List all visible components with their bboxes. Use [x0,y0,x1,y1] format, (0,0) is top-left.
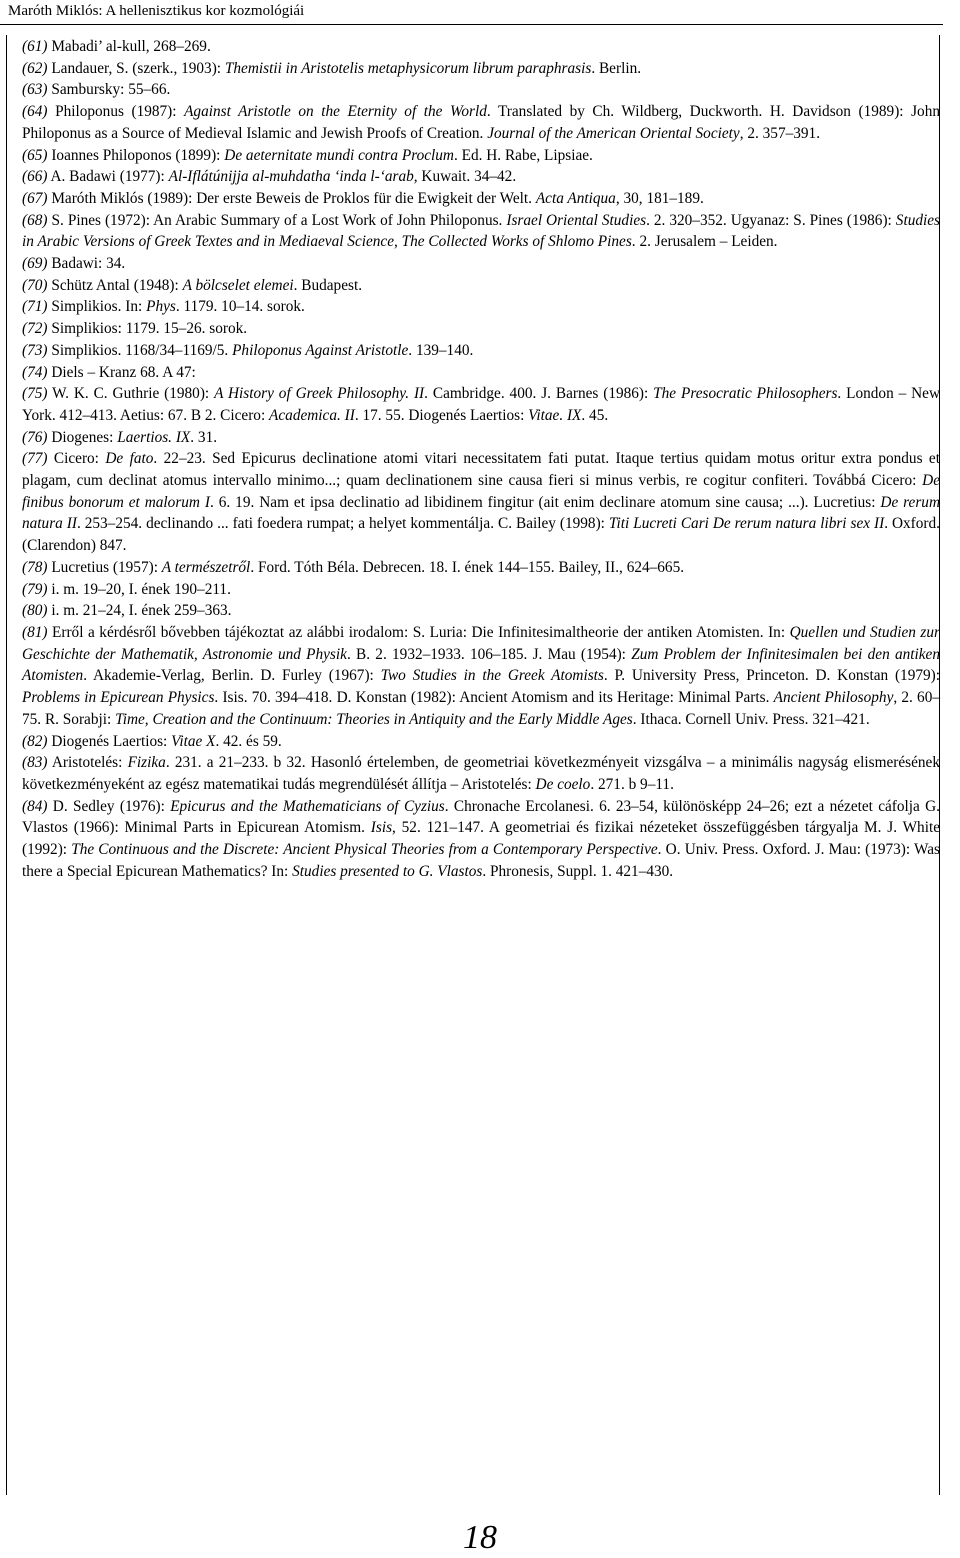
endnote [22,166,940,188]
endnote-italic-text: Academica. II [269,406,355,424]
endnote-text: . B. 2. 1932–1933. 106–185. J. Mau (1954): [346,645,632,663]
endnote-text: , 52. 121–147. A geometriai és fizikai nézeteket összefüggésben tárgyalja M. J. White (1992): [22,819,940,859]
endnote-text: Cicero: [47,450,106,468]
endnote-text: Erről a kérdésről bővebben tájékoztat az alábbi irodalom: S. Luria: Die Infinitesimaltheorie der antiken Atomisten. In: [47,623,790,641]
endnote-number: (80) [22,602,48,620]
endnote-text: , 2. 60–75. R. Sorabji: [22,689,941,728]
endnote [22,101,940,144]
endnote-text: i. m. 21–24, I. ének 259–363. [47,602,232,620]
endnote-number: (77) [22,450,48,468]
endnote-number: (64) [22,103,48,121]
endnote-number: (76) [22,428,48,446]
endnote-italic-text: A természetről [161,558,251,576]
endnote-italic-text: Themistii in Aristotelis metaphysicorum librum paraphrasis [224,59,592,77]
endnote-number: (75) [22,385,48,403]
endnote-text: . Cambridge. 400. J. Barnes (1986): [424,385,654,403]
endnote-text: . 17. 55. Diogenés Laertios: [354,406,529,424]
endnote-italic-text: Vitae X [171,732,216,750]
endnote-number: (74) [22,363,48,381]
endnote-text: S. Pines (1972): An Arabic Summary of a Lost Work of John Philoponus. [47,211,507,229]
endnote-text: Philoponus (1987): [47,103,185,121]
endnote-number: (71) [22,298,48,316]
endnote [22,427,940,449]
endnote [22,796,940,883]
endnote-italic-text: De fato [105,450,154,468]
endnote [22,362,940,384]
endnote-number: (66) [22,168,48,186]
endnote-text: Simplikios. 1168/34–1169/5. [47,341,233,359]
endnote-text: . 271. b 9–11. [590,775,674,793]
endnote-text: W. K. C. Guthrie (1980): [47,385,215,403]
endnote-italic-text: A bölcselet elemei [182,276,294,294]
endnote-text: Aristotelés: [47,754,128,772]
endnote-italic-text: Against Aristotle on the Eternity of the World [184,103,487,121]
endnote [22,275,940,297]
endnote-number: (68) [22,211,48,229]
endnote-text: . Translated by Ch. Wildberg, Duckworth. H. Davidson (1989): John Philoponus as a Source of Medieval Islamic and Jewish Proofs of Creation. [22,103,940,142]
endnote-text: Simplikios: 1179. 15–26. sorok. [47,320,248,338]
endnote-italic-text: Epicurus and the Mathematicians of Cyzius [170,797,445,815]
endnote-number: (67) [22,189,48,207]
endnote-text: , 30, 181–189. [615,189,704,207]
endnote-number: (79) [22,580,48,598]
page-number: 18 [463,1519,497,1556]
endnote [22,79,940,101]
endnote [22,145,940,167]
endnote-text: . Ithaca. Cornell Univ. Press. 321–421. [632,710,870,728]
endnote-italic-text: The Continuous and the Discrete: Ancient Physical Theories from a Contemporary Perspective [71,841,658,859]
endnote-text: Badawi: 34. [47,255,126,273]
endnote-number: (65) [22,146,48,164]
endnote-text: . Berlin. [591,59,642,77]
endnote-italic-text: Israel Oriental Studies [506,211,647,229]
endnote-text: . Phronesis, Suppl. 1. 421–430. [482,862,674,880]
endnote-text: . 42. és 59. [215,732,282,750]
endnote-text: Landauer, S. (szerk., 1903): [47,59,225,77]
endnote-italic-text: Titi Lucreti Cari De rerum natura libri sex II [608,515,885,533]
endnote [22,253,940,275]
endnote-text: . P. University Press, Princeton. D. Konstan (1979): [603,667,940,685]
endnote-italic-text: Isis [370,819,393,837]
endnote-italic-text: Al-Iflátúnijja al-muhdatha ‘inda l-‘arab, [168,168,418,186]
endnote-number: (73) [22,341,48,359]
endnote-text: Mabadi’ al-kull, 268–269. [47,38,211,55]
endnote [22,318,940,340]
endnote-italic-text: Time, Creation and the Continuum: Theories in Antiquity and the Early Middle Ages [115,710,633,728]
endnote-number: (82) [22,732,48,750]
endnote-number: (78) [22,558,48,576]
endnote [22,296,940,318]
endnote-italic-text: Two Studies in the Greek Atomists [380,667,604,685]
endnote-text: . Akademie-Verlag, Berlin. D. Furley (1967): [83,667,381,685]
endnote [22,188,940,210]
endnote [22,210,940,253]
endnote-text: . Ed. H. Rabe, Lipsiae. [453,146,593,164]
endnote-italic-text: Philoponus Against Aristotle [232,341,409,359]
endnote-italic-text: De rerum natura II [22,493,940,533]
endnote-text: D. Sedley (1976): [47,797,171,815]
endnote [22,383,940,426]
endnote-number: (81) [22,623,48,641]
endnote-number: (72) [22,320,48,338]
endnote-text: . Oxford. (Clarendon) 847. [22,515,940,555]
endnote-italic-text: A History of Greek Philosophy. II [214,385,425,403]
endnote-italic-text: Problems in Epicurean Physics [22,689,215,707]
endnote-text: . Isis. 70. 394–418. D. Konstan (1982): Ancient Atomism and its Heritage: Minimal Parts. [214,689,774,707]
endnote-italic-text: Vitae. IX [528,406,582,424]
endnote-number: (61) [22,38,48,55]
endnote-italic-text: Laertios. IX [117,428,191,446]
endnote-text: . Chronache Ercolanesi. 6. 23–54, különösképp 24–26; ezt a nézetet cáfolja G. Vlastos (1966): Minimal Parts in Epicurean Atomism. [22,797,940,837]
endnote-text: . O. Univ. Press. Oxford. J. Mau: (1973): Was there a Special Epicurean Mathematics? In: [22,841,940,880]
endnote [22,731,940,753]
endnote-text: Sambursky: 55–66. [47,81,171,99]
running-head: Maróth Miklós: A hellenisztikus kor kozmológiái [8,3,305,19]
left-margin-rule [6,35,7,1495]
endnote [22,600,940,622]
endnotes-list [22,36,940,882]
endnote-italic-text: De aeternitate mundi contra Proclum [224,146,454,164]
endnote-text: A. Badawi (1977): [47,168,169,186]
endnote-text: . 253–254. declinando ... fati foedera rumpat; a helyet kommentálja. C. Bailey (1998): [76,515,609,533]
endnote-text: Kuwait. 34–42. [417,168,517,186]
endnote-text: . 45. [581,406,609,424]
endnote-text: i. m. 19–20, I. ének 190–211. [47,580,231,598]
endnote [22,340,940,362]
endnote-italic-text: Zum Problem der Infinitesimalen bei den antiken Atomisten [22,645,940,685]
endnote-text: Maróth Miklós (1989): Der erste Beweis de Proklos für die Ewigkeit der Welt. [47,189,536,207]
endnote-text: . Ford. Tóth Béla. Debrecen. 18. I. ének 144–155. Bailey, II., 624–665. [250,558,685,576]
endnote-number: (69) [22,255,48,273]
endnote [22,557,940,579]
endnote [22,622,940,731]
endnote-italic-text: De finibus bonorum et malorum I [22,472,940,511]
endnote-text: . 139–140. [408,341,474,359]
endnote-number: (70) [22,276,48,294]
endnote-text: Simplikios. In: [47,298,147,316]
endnote-text: . 31. [190,428,218,446]
endnote-text: Lucretius (1957): [47,558,162,576]
endnote-number: (84) [22,797,48,815]
endnote-text: . 22–23. Sed Epicurus declinatione atomi vitari necessitatem fati putat. Itaque tertius quidam motus oritur extra pondus et plagam, cum declinat atomus intervallo minimo...; quam declinationem sine causa fieri si minus verbis, re cogitur confiteri. Továbbá Cicero: [22,450,940,490]
endnote [22,36,940,58]
endnote-italic-text: Phys [146,298,176,316]
endnote-italic-text: Fizika [127,754,166,772]
endnote-number: (62) [22,59,48,77]
endnote-italic-text: Acta Antiqua [535,189,616,207]
endnote [22,448,940,557]
endnote-text: Diels – Kranz 68. A 47: [47,363,196,381]
endnote-italic-text: The Presocratic Philosophers [653,385,838,403]
endnote-text: . 1179. 10–14. sorok. [175,298,305,316]
endnote-italic-text: Studies presented to G. Vlastos [292,862,483,880]
endnote-text: . 6. 19. Nam et ipsa declinatio ad libidinem fingitur (ait enim declinare atomum sine causa; ...). Lucretius: [210,493,881,511]
endnote-text: . 2. 320–352. Ugyanaz: S. Pines (1986): [646,211,896,229]
endnote-text: . 231. a 21–233. b 32. Hasonló értelemben, de geometriai következményeit vizsgálva – a minimális nagyság elismerésének következményeként az egész matematikai tudás megrendülését állítja – Aristotelés: [22,754,940,793]
endnote-text: Diogenes: [47,428,118,446]
endnote-italic-text: Quellen und Studien zur Geschichte der Mathematik, Astronomie und Physik [22,623,940,663]
endnote [22,58,940,80]
endnote-text: . Budapest. [293,276,363,294]
endnote-text: . 2. Jerusalem – Leiden. [631,233,778,251]
endnote-text: Ioannes Philoponos (1899): [47,146,225,164]
endnote-italic-text: Ancient Philosophy [773,689,894,707]
endnote-number: (83) [22,754,48,772]
endnote [22,579,940,601]
endnote-text: , 2. 357–391. [739,124,821,142]
endnote-text: Schütz Antal (1948): [47,276,183,294]
endnote-number: (63) [22,81,48,99]
endnote-text: Diogenés Laertios: [47,732,172,750]
endnote [22,752,940,795]
endnote-text: . London – New York. 412–413. Aetius: 67. B 2. Cicero: [22,385,941,424]
endnote-italic-text: Journal of the American Oriental Society [487,124,740,142]
endnote-italic-text: De coelo [535,775,591,793]
header-rule [0,24,943,25]
endnote-italic-text: Studies in Arabic Versions of Greek Textes and in Mediaeval Science, The Collected Works of Shlomo Pines [22,211,940,251]
